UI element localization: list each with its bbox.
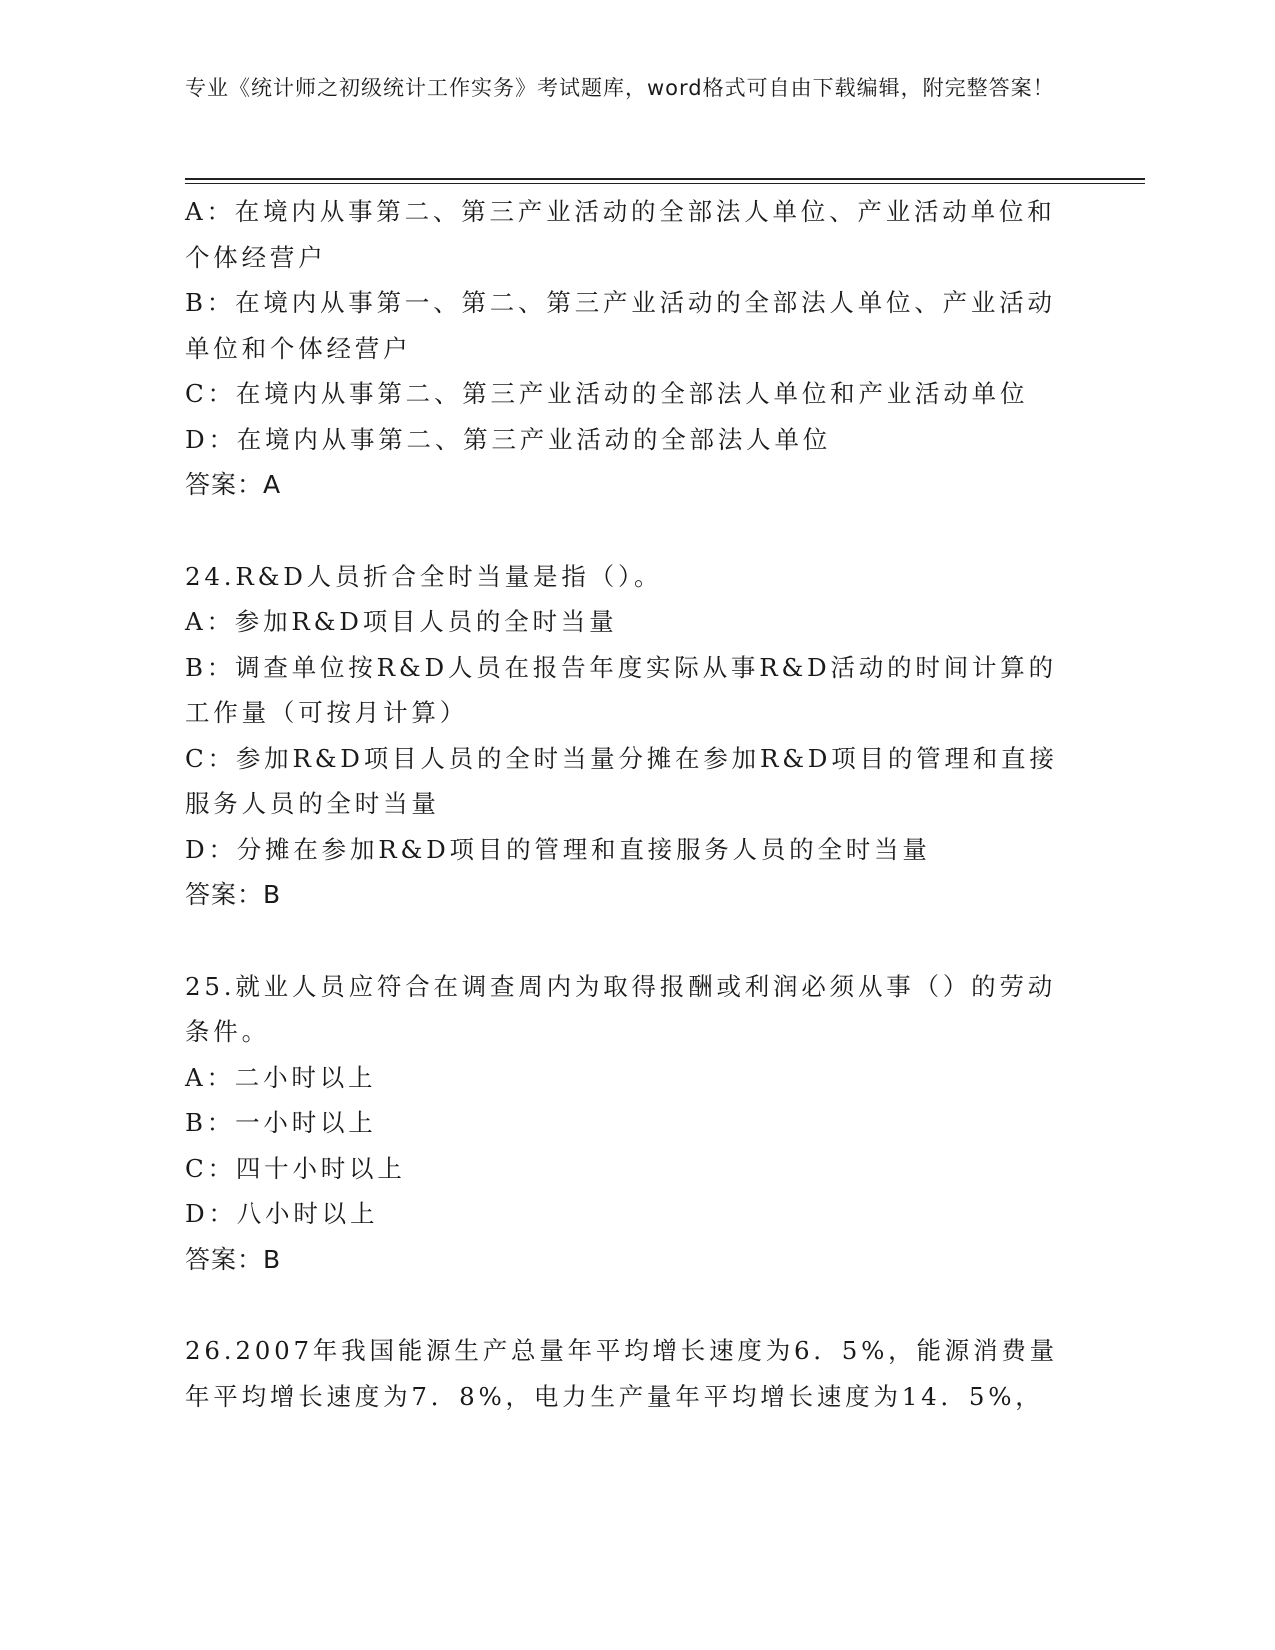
option-b: B：一小时以上	[185, 1108, 377, 1137]
document-header	[185, 72, 1065, 104]
spacer	[185, 918, 1075, 964]
question-26	[185, 1328, 1075, 1419]
answer: 答案：A	[185, 470, 282, 499]
document-body	[185, 189, 1075, 1419]
option-a: A：在境内从事第二、第三产业活动的全部法人单位、产业活动单位和个体经营户	[185, 197, 1056, 272]
question-text: 26.2007年我国能源生产总量年平均增长速度为6．5%，能源消费量年平均增长速度为7．8%，电力生产量年平均增长速度为14．5%，	[185, 1336, 1058, 1411]
option-d: D：在境内从事第二、第三产业活动的全部法人单位	[185, 424, 832, 454]
option-d: D：八小时以上	[185, 1199, 379, 1228]
option-a: A：参加R&D项目人员的全时当量	[185, 607, 618, 636]
question-25	[185, 964, 1075, 1283]
option-d: D：分摊在参加R&D项目的管理和直接服务人员的全时当量	[185, 834, 931, 864]
spacer	[185, 1282, 1075, 1328]
question-text: 24.R&D人员折合全时当量是指（）。	[185, 561, 663, 591]
question-24	[185, 554, 1075, 918]
option-c: C：参加R&D项目人员的全时当量分摊在参加R&D项目的管理和直接服务人员的全时当量	[185, 743, 1058, 818]
answer: 答案：B	[185, 880, 282, 909]
option-c: C：在境内从事第二、第三产业活动的全部法人单位和产业活动单位	[185, 379, 1029, 408]
header-divider	[185, 178, 1145, 180]
option-c: C：四十小时以上	[185, 1153, 406, 1183]
question-text: 25.就业人员应符合在调查周内为取得报酬或利润必须从事（）的劳动条件。	[185, 971, 1057, 1046]
option-b: B：调查单位按R&D人员在报告年度实际从事R&D活动的时间计算的工作量（可按月计算）	[185, 652, 1057, 727]
spacer	[185, 508, 1075, 554]
header-title: 专业《统计师之初级统计工作实务》考试题库，word格式可自由下载编辑，附完整答案！	[185, 76, 1055, 100]
question-23	[185, 189, 1075, 508]
answer: 答案：B	[185, 1244, 282, 1274]
option-a: A：二小时以上	[185, 1062, 377, 1092]
option-b: B：在境内从事第一、第二、第三产业活动的全部法人单位、产业活动单位和个体经营户	[185, 288, 1056, 363]
header-divider-thin	[185, 183, 1145, 184]
